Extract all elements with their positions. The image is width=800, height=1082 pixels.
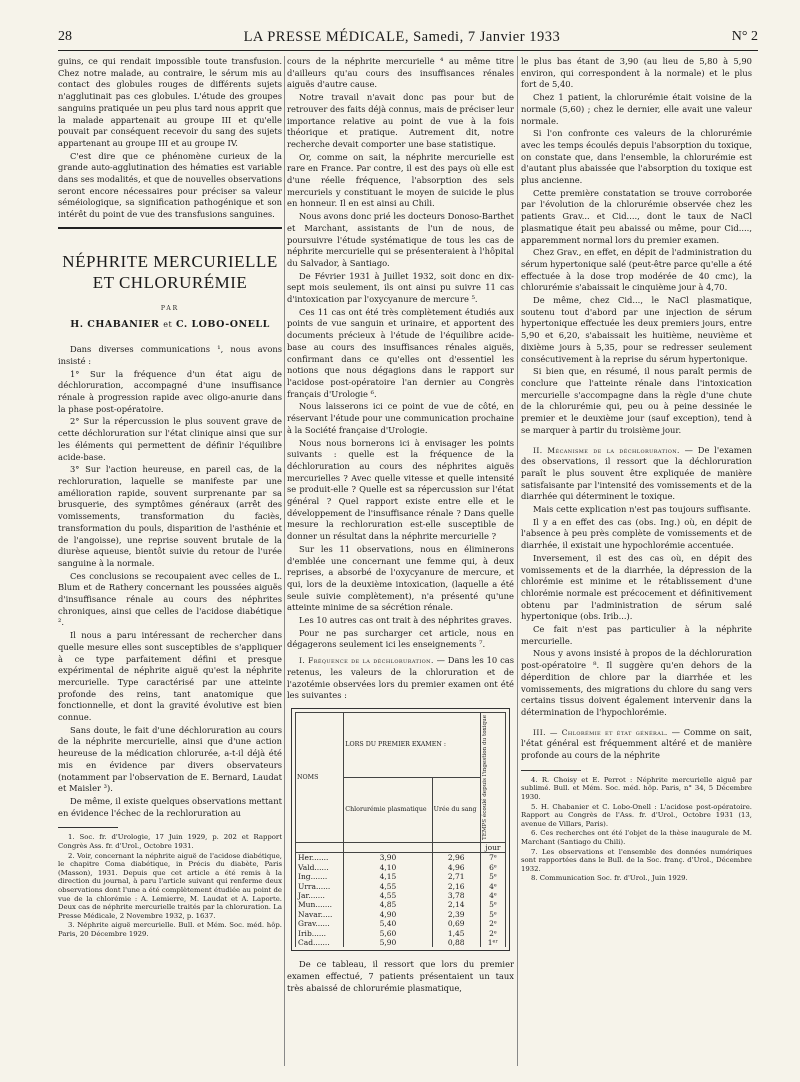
table-cell-name: Navar..... xyxy=(296,910,344,919)
table-cell-name: Her....... xyxy=(296,853,344,863)
journal-name: LA PRESSE MÉDICALE, xyxy=(243,28,409,45)
column-header-uree: Urée du sang xyxy=(432,777,480,842)
table-cell-uree: 2,96 xyxy=(432,853,480,863)
paragraph: guins, ce qui rendait impossible toute transfusion. Chez notre malade, au contraire, le sérum mis au contact des globules rouges de différents sujets n'agglutinait pas ces globules. L'étude des groupes sanguins pratiquée un peu plus tard nous apprit que la malade appartenait au groupe III et qu'elle pouvait par conséquent recevoir du sang des sujets appartenant au groupe III et au groupe IV. xyxy=(58,56,282,148)
table-cell-jour: 1ᵉʳ xyxy=(480,938,505,947)
section-heading: III. — Chlorémie et état général. xyxy=(533,727,668,737)
table-cell-chloruremie: 3,90 xyxy=(344,853,432,863)
paragraph: Chez Grav., en effet, en dépit de l'administration du sérum hypertonique salé (peut-être parce qu'elle a été effectuée à la dose trop modérée de 40 cmc), la chlorurémie s'abaissait le cinquième jour à 4,70. xyxy=(521,247,752,293)
data-table-box xyxy=(291,708,510,951)
paragraph: De ce tableau, il ressort que lors du premier examen effectué, 7 patients présentaient un taux très abaissé de chlorurémie plasmatique, xyxy=(287,959,514,993)
by-line-label: PAR xyxy=(160,304,180,312)
section-text: — Comme on sait, l'état général est fréquemment altéré et de manière profonde au cours de la néphrite xyxy=(521,726,752,761)
column-2 xyxy=(287,56,514,1066)
table-row xyxy=(296,910,506,919)
column-header-temps xyxy=(480,712,505,842)
table-row xyxy=(296,853,506,863)
section-text: — Dans les 10 cas retenus, les valeurs de la chloruration et de l'azotémie observées lors du premier examen ont été les suivantes : xyxy=(287,655,514,701)
table-row xyxy=(296,900,506,909)
table-cell-name: Jar....... xyxy=(296,891,344,900)
section-paragraph xyxy=(287,655,514,702)
column-header-chloruremie: Chlorurémie plasmatique xyxy=(344,777,432,842)
section-paragraph xyxy=(521,445,752,504)
paragraph: Mais cette explication n'est pas toujours suffisante. xyxy=(533,504,751,515)
section-heading: II. Mécanisme de la déchloruration. xyxy=(533,445,680,455)
paragraph: Dans diverses communications ¹, nous avons insisté : xyxy=(58,344,282,366)
column-separator xyxy=(284,56,285,1066)
column-header-noms: NOMS xyxy=(296,712,344,842)
paragraph: Il nous a paru intéressant de rechercher dans quelle mesure elles sont susceptibles de s'appliquer à ce type parfaitement défini et presque expérimental de néphrite aiguë qu'est la néphrite mercurielle. Type caractérisé par une atteinte profonde des reins, tant anatomique que fonctionnelle, et dont la gravité évolutive est bien connue. xyxy=(58,630,282,723)
journal-header xyxy=(244,29,561,46)
numbered-point: 1° Sur la fréquence d'un état aigu de déchloruration, accompagné d'une insuffisance rénale à progression rapide avec oligo-anurie dans la phase post-opératoire. xyxy=(58,368,282,414)
table-cell-jour: 4ᵉ xyxy=(480,891,505,900)
paragraph: Sur les 11 observations, nous en éliminerons d'emblée une concernant une femme qui, à deux reprises, a absorbé de l'oxycyanure de mercure, et qui, lors de la deuxième intoxication, (laquelle a été seule suivie complètement), n'a présenté qu'une atteinte minime de sa sécrétion rénale. xyxy=(287,543,514,613)
paragraph: Ces 11 cas ont été très complètement étudiés aux points de vue sanguin et urinaire, et apportent des documents précieux à l'étude de l'équilibre acide-base au cours des insuffisances rénales aiguës, confirmant dans ce qu'elles ont d'essentiel les notions que nous dégagions dans le rapport sur l'acidose post-opératoire l'an dernier au Congrès français d'Urologie ⁶. xyxy=(287,306,514,399)
article-title xyxy=(58,251,282,293)
table-cell-name: Grav...... xyxy=(296,919,344,928)
footnote: 5. H. Chabanier et C. Lobo-Onell : L'acidose post-opératoire. Rapport au Congrès de l'Ass. fr. d'Urol., Octobre 1931 (13, avenue de Villars, Paris). xyxy=(521,802,752,828)
table-cell-jour: 4ᵉ xyxy=(480,882,505,891)
footnote-rule xyxy=(58,827,118,828)
paragraph: Les 10 autres cas ont trait à des néphrites graves. xyxy=(299,615,512,626)
table-cell-uree: 2,14 xyxy=(432,900,480,909)
table-cell-uree: 0,69 xyxy=(432,919,480,928)
column-header-temps-label: TEMPS écoulé depuis l'ingestion du toxique xyxy=(481,714,488,840)
paragraph: le plus bas étant de 3,90 (au lieu de 5,80 à 5,90 environ, qui correspondent à la normale) et le plus fort de 5,40. xyxy=(521,56,752,90)
issue-date: Samedi, 7 Janvier 1933 xyxy=(413,28,561,45)
paragraph: Nous avons donc prié les docteurs Donoso-Barthet et Marchant, assistants de l'un de nous, de poursuivre l'étude systématique de tous les cas de néphrite mercurielle qui se présenteraient à l'hôpital du Salvador, à Santiago. xyxy=(287,211,514,268)
table-cell-name: Urra...... xyxy=(296,882,344,891)
table-cell-jour: 5ᵉ xyxy=(480,910,505,919)
paragraph: Cette première constatation se trouve corroborée par l'évolution de la chlorurémie observée chez les patients Grav... et Cid...., dont le taux de NaCl plasmatique était peu abaissé ou même, pour Cid...., apparemment normal lors du premier examen. xyxy=(521,187,752,245)
column-separator xyxy=(517,56,518,1066)
paragraph: Or, comme on sait, la néphrite mercurielle est rare en France. Par contre, il est des pays où elle est d'une réelle fréquence, l'absorption des sels mercuriels y constituant le moyen de suicide le plus en honneur. Il en est ainsi au Chili. xyxy=(287,151,514,209)
author: H. CHABANIER xyxy=(70,318,160,330)
paragraph: Si bien que, en résumé, il nous paraît permis de conclure que l'atteinte rénale dans l'intoxication mercurielle s'accompagne dans la règle d'une chute de la chlorurémie qui, peu ou à peine dessinée le premier et le deuxième jour (sauf exception), tend à se marquer à partir du troisième jour. xyxy=(521,366,752,435)
paragraph: De Février 1931 à Juillet 1932, soit donc en dix-sept mois seulement, ils ont ainsi pu suivre 11 cas d'intoxication par l'oxycyanure de mercure ⁵. xyxy=(287,270,514,305)
table-cell-name: Mun....... xyxy=(296,900,344,909)
paragraph: Nous y avons insisté à propos de la déchloruration post-opératoire ⁸. Il suggère qu'en dehors de la déperdition de chlore par la diarrhée et les vomissements, des migrations du chlore du sang vers certains tissus doivent également intervenir dans la détermination de l'hypochlorémie. xyxy=(521,648,752,717)
section-paragraph xyxy=(521,727,752,762)
issue-number: N° 2 xyxy=(731,29,758,44)
authors xyxy=(58,319,282,331)
table-cell-jour: 7ᵉ xyxy=(480,853,505,863)
column-unit-jour: jour xyxy=(480,842,505,852)
table-cell-name: Irib...... xyxy=(296,929,344,938)
table-cell-uree: 2,16 xyxy=(432,882,480,891)
table-row xyxy=(296,929,506,938)
table-cell-uree: 2,39 xyxy=(432,910,480,919)
table-cell-jour: 5ᵉ xyxy=(480,900,505,909)
table-cell-jour: 2ᵉ xyxy=(480,929,505,938)
table-row xyxy=(296,891,506,900)
table-cell-name: Cad....... xyxy=(296,938,344,947)
table-cell-chloruremie: 4,85 xyxy=(344,900,432,909)
table-cell-chloruremie: 5,90 xyxy=(344,938,432,947)
table-cell-name: Ing....... xyxy=(296,872,344,881)
paragraph: Chez 1 patient, la chlorurémie était voisine de la normale (5,60) ; chez le dernier, elle avait une valeur normale. xyxy=(521,92,752,126)
table-cell-uree: 4,96 xyxy=(432,863,480,872)
paragraph: Nous laisserons ici ce point de vue de côté, en réservant l'étude pour une communication prochaine à la Société française d'Urologie. xyxy=(287,401,514,435)
table-row xyxy=(296,872,506,881)
table-cell-chloruremie: 5,40 xyxy=(344,919,432,928)
paragraph: Nous nous bornerons ici à envisager les points suivants : quelle est la fréquence de la déchloruration au cours des néphrites aiguës mercurielles ? Avec quelle vitesse et quelle intensité se produit-elle ? Quelle est sa répercussion sur l'état général ? Quel rapport existe entre elle et le développement de l'insuffisance rénale ? Dans quelle mesure la rechloruration est-elle susceptible de donner un résultat dans la néphrite mercurielle ? xyxy=(287,437,514,542)
article-title-line: ET CHLORURÉMIE xyxy=(92,272,248,292)
chloruremia-table xyxy=(295,712,506,947)
paragraph: Si l'on confronte ces valeurs de la chlorurémie avec les temps écoulés depuis l'absorption du toxique, on constate que, dans l'ensemble, la chlorurémie est d'autant plus abaissée que l'absorption du toxique est plus ancienne. xyxy=(521,128,752,186)
paragraph: Notre travail n'avait donc pas pour but de retrouver des faits déjà connus, mais de préciser leur importance relative au point de vue à la fois théorique et pratique. Autrement dit, notre recherche devait comporter une base statistique. xyxy=(287,92,514,149)
numbered-point: 3° Sur l'action heureuse, en pareil cas, de la rechloruration, laquelle se manifeste par une amélioration rapide, souvent surprenante par sa brusquerie, des symptômes généraux (arrêt des vomissements, transformation du faciès, transformation du pouls, disparition de l'asthénie et de l'angoisse), une reprise souvent brutale de la diurèse aqueuse, bientôt suivie du retour de l'urée sanguine à la normale. xyxy=(58,464,282,568)
table-row xyxy=(296,919,506,928)
footnote: 2. Voir, concernant la néphrite aiguë de l'acidose diabétique, le chapitre Coma diabétique, in Précis du diabète, Paris (Masson), 1931. Depuis que cet article a été remis à la direction du journal, à paru l'article suivant qui renferme deux observations dont l'une a été complètement étudiée au point de vue de la chlorémie : A. Lemierre, M. Laudat et A. Laporte. Deux cas de néphrite mercurielle traités par la chloruration. La Presse Médicale, 2 Novembre 1932, p. 1637. xyxy=(58,851,282,920)
table-cell-uree: 3,78 xyxy=(432,891,480,900)
section-text: — De l'examen des observations, il ressort que la déchloruration paraît le plus souvent être expliquée de manière satisfaisante par l'intensité des vomissements et de la diarrhée qui déterminent le toxique. xyxy=(521,444,752,502)
paragraph: Inversement, il est des cas où, en dépit des vomissements et de la diarrhée, la dépression de la chlorémie est minime et le rétablissement d'une chlorémie normale est précocement et définitivement obtenu par l'administration de sérum salé hypertonique (obs. Irib...). xyxy=(521,552,752,622)
footnote: 8. Communication Soc. fr. d'Urol., Juin 1929. xyxy=(531,874,688,883)
section-heading: I. Fréquence de la déchloruration. xyxy=(299,656,434,666)
column-1 xyxy=(58,56,282,1066)
article-title-line: NÉPHRITE MERCURIELLE xyxy=(62,251,278,271)
table-row xyxy=(296,882,506,891)
numbered-point: 2° Sur la répercussion le plus souvent grave de cette déchloruration sur l'état clinique ainsi que sur les éléments qui permettent de définir l'équilibre acide-base. xyxy=(58,416,282,462)
table-cell-jour: 2ᵉ xyxy=(480,919,505,928)
footnote-rule xyxy=(521,770,581,771)
table-cell-uree: 1,45 xyxy=(432,929,480,938)
table-cell-uree: 2,71 xyxy=(432,872,480,881)
table-cell-uree: 0,88 xyxy=(432,938,480,947)
column-group-header: LORS DU PREMIER EXAMEN : xyxy=(344,712,481,777)
table-cell-chloruremie: 4,15 xyxy=(344,872,432,881)
table-cell-name: Vald...... xyxy=(296,863,344,872)
table-cell-jour: 5ᵉ xyxy=(480,872,505,881)
table-cell-chloruremie: 4,90 xyxy=(344,910,432,919)
paragraph: De même, chez Cid..., le NaCl plasmatique, soutenu tout d'abord par une injection de sérum hypertonique effectuée les deux premiers jours, entre 5,90 et 6,20, s'abaissait les huitième, neuvième et dixième jours à 5,35, pour se redresser seulement consécutivement à la reprise du sérum hypertonique. xyxy=(521,295,752,364)
table-cell-chloruremie: 4,55 xyxy=(344,891,432,900)
table-cell-chloruremie: 5,60 xyxy=(344,929,432,938)
paragraph: Ces conclusions se recoupaient avec celles de L. Blum et de Rathery concernant les poussées aiguës d'insuffisance rénale au cours des néphrites chroniques, ainsi que celles de l'acidose diabétique ². xyxy=(58,570,282,628)
table-cell-chloruremie: 4,55 xyxy=(344,882,432,891)
table-cell-chloruremie: 4,10 xyxy=(344,863,432,872)
author-conjunction: et xyxy=(163,319,173,329)
column-3 xyxy=(521,56,752,1066)
table-row xyxy=(296,863,506,872)
paragraph: De même, il existe quelques observations mettant en évidence l'échec de la rechloruration au xyxy=(58,795,282,818)
paragraph: C'est dire que ce phénomène curieux de la grande auto-agglutination des hématies est variable dans ses modalités, et que de nouvelles observations seront encore nécessaires pour préciser sa valeur séméiologique, sa signification pathogénique et son intérêt du point de vue des transfusions sanguines. xyxy=(58,150,282,220)
paragraph: cours de la néphrite mercurielle ⁴ au même titre d'ailleurs qu'au cours des insuffisances rénales aiguës d'autre cause. xyxy=(287,56,514,90)
footnote: 6. Ces recherches ont été l'objet de la thèse inaugurale de M. Marchant (Santiago du Chili). xyxy=(521,829,752,846)
page-header xyxy=(58,26,758,48)
footnote: 4. R. Choisy et E. Perrot : Néphrite mercurielle aiguë par sublimé. Bull. et Mém. Soc. méd. hôp. Paris, n° 34, 5 Décembre 1930. xyxy=(521,775,752,801)
table-cell-jour: 6ᵉ xyxy=(480,863,505,872)
paragraph: Sans doute, le fait d'une déchloruration au cours de la néphrite mercurielle, ainsi que d'une action heureuse de la médication chlorurée, a-t-il déjà été mis en évidence par divers observateurs (notamment par l'observation de E. Bernard, Laudat et Maisler ³). xyxy=(58,724,282,794)
paragraph: Il y a en effet des cas (obs. Ing.) où, en dépit de l'absence à peu près complète de vomissements et de diarrhée, il existait une hypochlorémie accentuée. xyxy=(521,516,752,551)
article-divider xyxy=(58,227,282,229)
paragraph: Ce fait n'est pas particulier à la néphrite mercurielle. xyxy=(521,624,752,646)
footnote: 7. Les observations et l'ensemble des données numériques sont rapportées dans le Bull. de la Soc. franç. d'Urol., Décembre 1932. xyxy=(521,847,752,873)
table-row xyxy=(296,938,506,947)
footnote: 1. Soc. fr. d'Urologie, 17 Juin 1929, p. 202 et Rapport Congrès Ass. fr. d'Urol., Octobre 1931. xyxy=(58,833,282,850)
paragraph: Pour ne pas surcharger cet article, nous en dégagerons seulement ici les enseignements ⁷. xyxy=(287,627,514,650)
table-body xyxy=(296,853,506,948)
author: C. LOBO-ONELL xyxy=(175,318,270,330)
footnote: 3. Néphrite aiguë mercurielle. Bull. et Mém. Soc. méd. hôp. Paris, 20 Décembre 1929. xyxy=(58,921,282,938)
page-number: 28 xyxy=(58,29,72,44)
header-rule xyxy=(58,50,758,51)
